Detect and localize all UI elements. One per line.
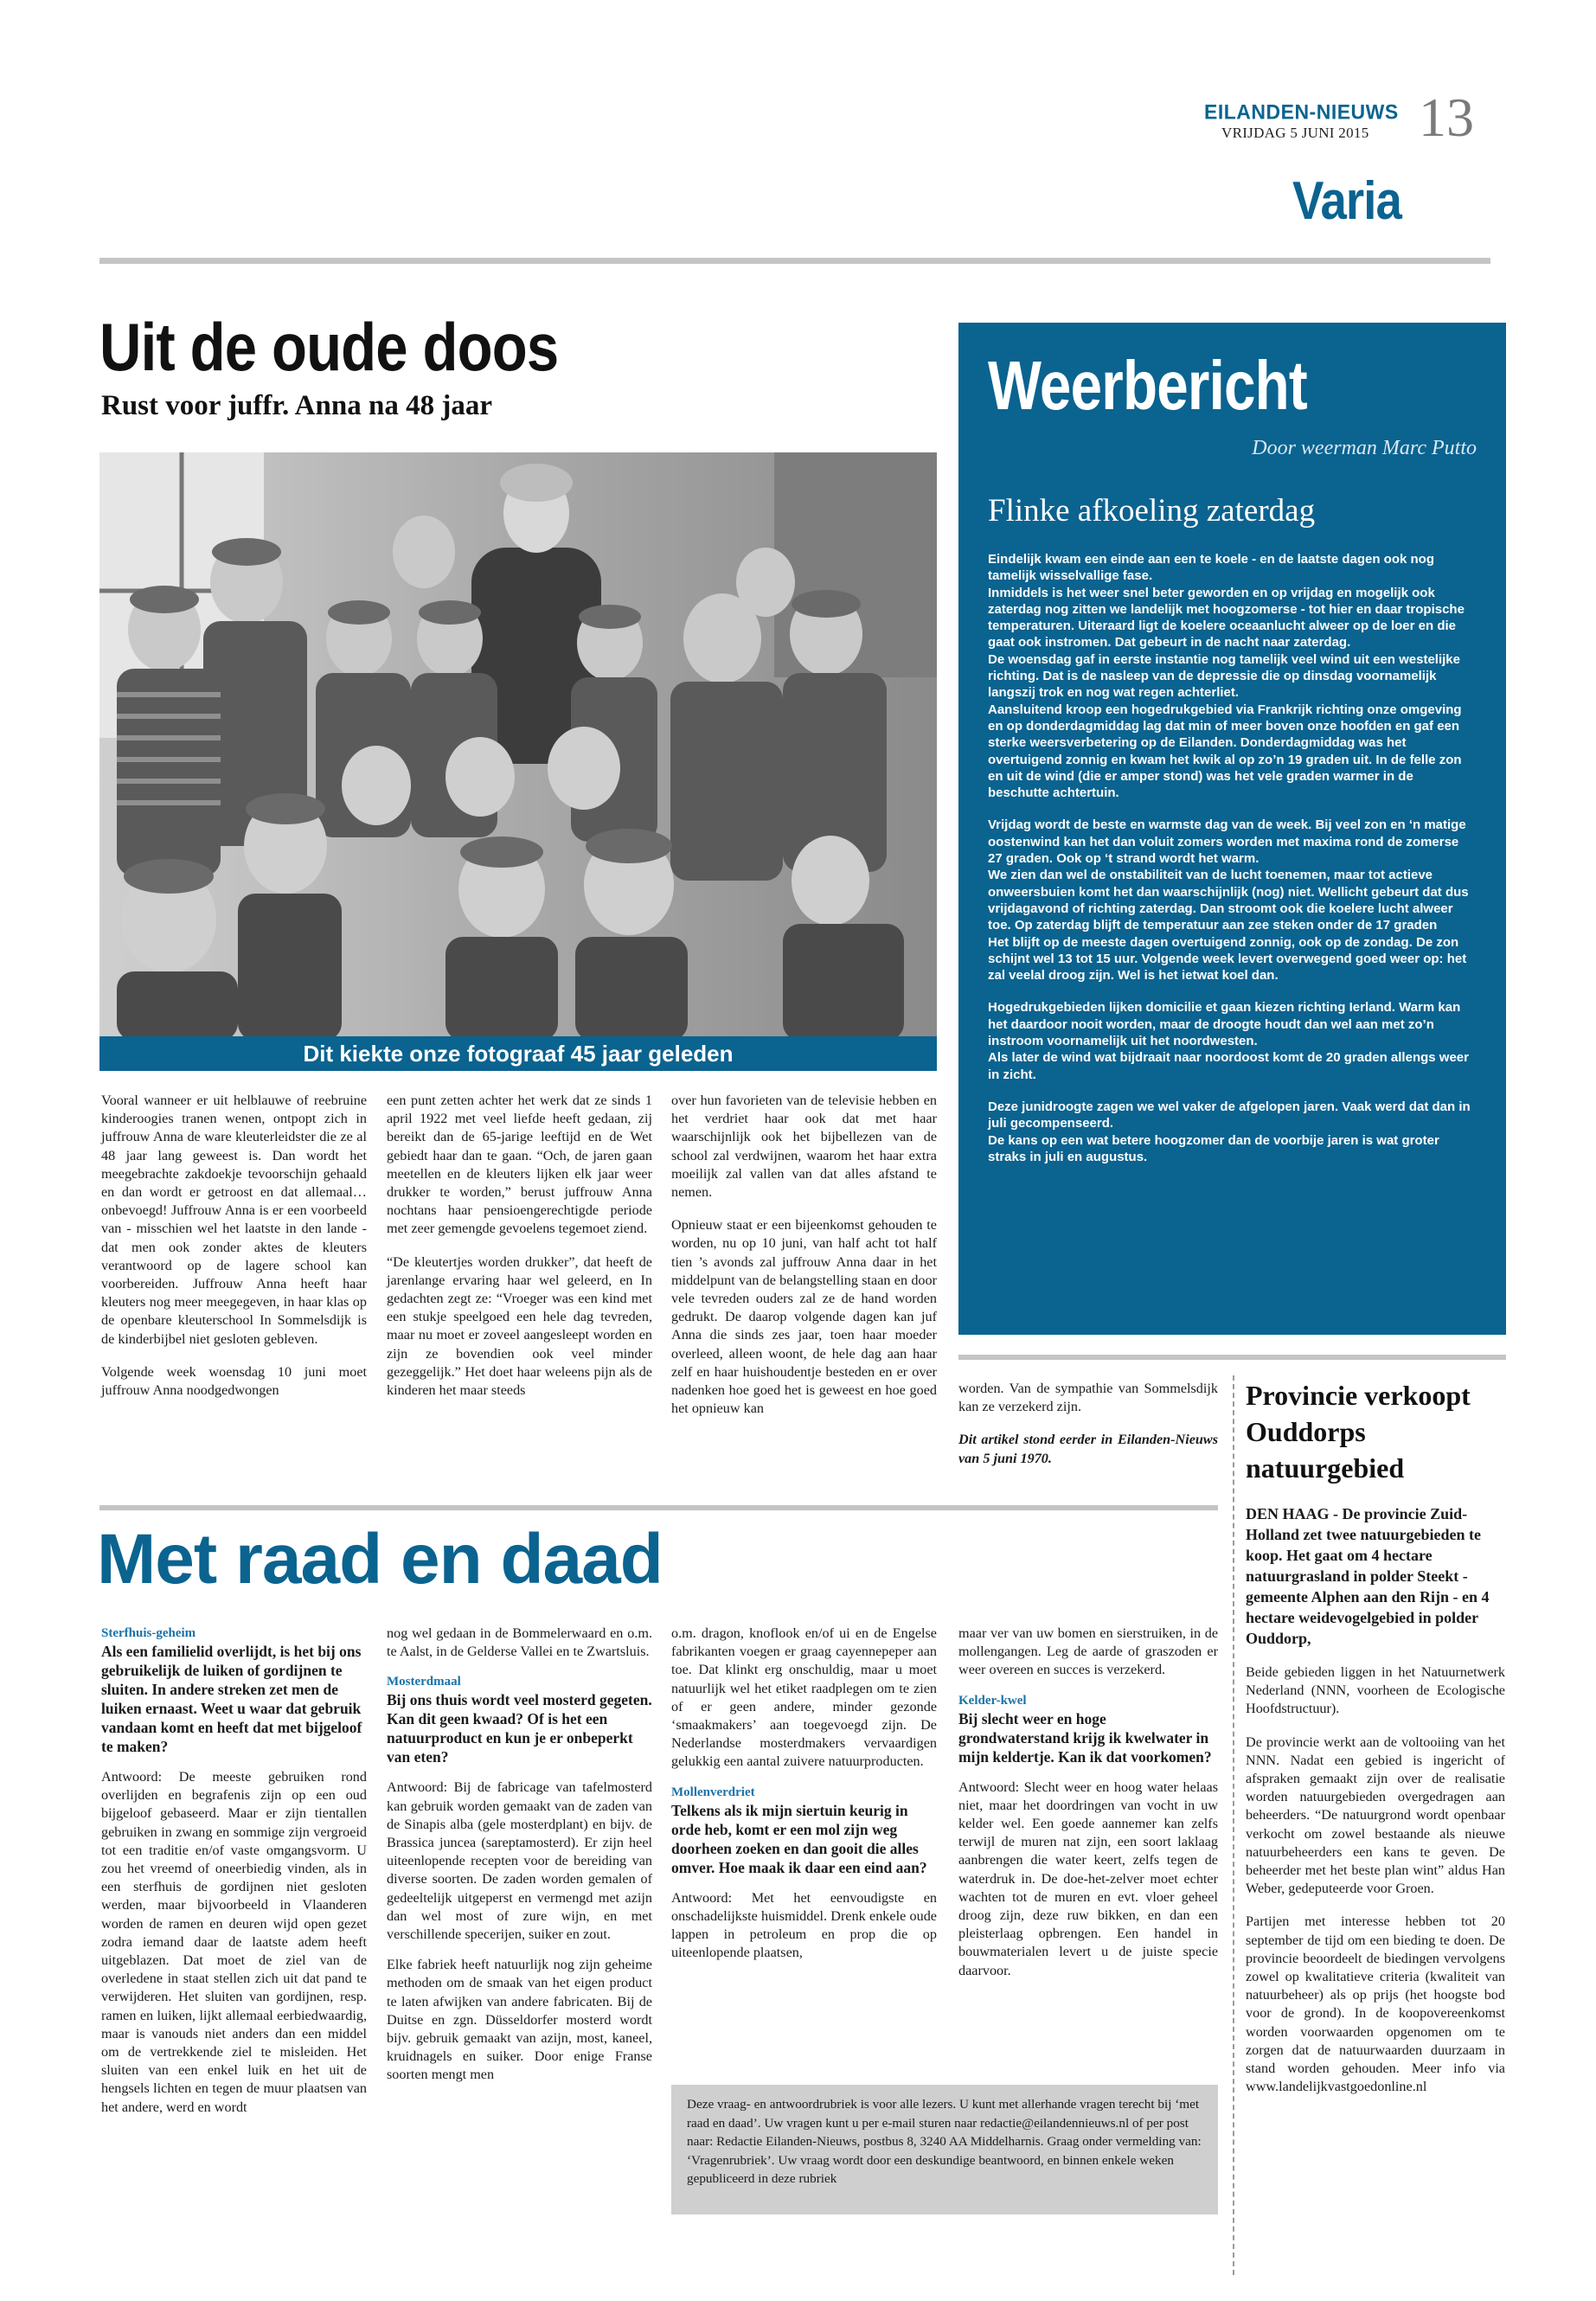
- qa-notice-box: Deze vraag- en antwoordrubriek is voor alle lezers. U kunt met allerhande vragen terecht bij ‘met raad en daad’. Uw vragen kunt u per e-mail sturen naar redactie@eilandennieuws.nl of per post naar: Redactie Eilanden-Nieuws, postbus 8, 3240 AA Middelharnis. Graag onder vermelding van: ‘Vragenrubriek’. Uw vraag wordt door een deskundige beantwoord, en binnen enkele weken gepubliceerd in deze rubriek: [671, 2085, 1218, 2214]
- photo-caption: Dit kiekte onze fotograaf 45 jaar geleden: [99, 1036, 937, 1071]
- qa-answer: Antwoord: De meeste gebruiken rond overlijden en begrafenis zijn op een oud bijgeloof gebaseerd. Maar er zijn tientallen gebruiken in zwang en sommige zijn vergroeid tot een traditie en/of vaste omgangsvorm. U zou het vreemd of oneerbiedig vinden, als in een sterfhuis de gordijnen niet gesloten werden, maar bijvoorbeeld in Vlaanderen worden de ramen en deuren wijd open gezet zodra iemand daar de laatste adem heeft uitgeblazen. Dat moet de ziel van de overledene in staat stellen zich uit dat pand te verwijderen. Het sluiten van gordijnen, resp. ramen en luiken, lijkt allemaal eerbiedwaardig, maar is vanouds niet anders dan een middel om de vertrekkende ziel te misleiden. Het sluiten van een enkel luik en het uit de hengsels lichten en tegen de muur plaatsen van het andere, werd en wordt: [101, 1769, 367, 2115]
- weather-paragraph: Vrijdag wordt de beste en warmste dag van de week. Bij veel zon en ‘n matige oostenwind kan het dan voluit zomers worden met maxima rond de zomerse 27 graden. Ook op ‘t strand wordt het warm. We zien dan wel de onstabiliteit van de lucht toenemen, maar tot actieve onweersbuien komt het dan waarschijnlijk (nog) niet. Wellicht gebeurt dat dus vrijdagavond of richting zaterdag. Dan stroomt ook die koelere lucht alweer toe. Op zaterdag blijft de temperatuur aan zee steken onder de 17 graden Het blijft op de meeste dagen overtuigend zonnig, ook op de zondag. De zon schijnt wel 13 tot 15 uur. Volgende week levert overwegend goed weer op: het zal veelal droog zijn. Wel is het ietwat koel dan.: [988, 817, 1469, 984]
- paragraph: een punt zetten achter het werk dat ze sinds 1 april 1922 met veel liefde heeft gedaan, zij bereikt dan de 65-jarige leeftijd en de Wet gebiedt haar dan te gaan. “Och, de jaren gaan meetellen en de kleuters lijken elk jaar weer drukker te worden,” berust juffrouw Anna nochtans haar pensioengerechtigde periode met zeer gemengde gevoelens tegemoet ziend.: [387, 1093, 652, 1237]
- paragraph: Partijen met interesse hebben tot 20 september de tijd om een bieding te doen. De provincie beoordeelt de biedingen vervolgens zowel op kwalitatieve criteria (kwaliteit van natuurbeheer) als op prijs (het hoogste bod voor de grond). In de koopovereenkomst worden voorwaarden opgenomen om te zorgen dat de natuurwaarden duurzaam in stand worden gehouden. Meer info via www.landelijkvastgoedonline.nl: [1246, 1913, 1505, 2095]
- qa-continuation: maar ver van uw bomen en sierstruiken, in de mollengangen. Leg de aarde of graszoden er weer overeen en succes is verzekerd.: [958, 1625, 1218, 1678]
- oude-doos-column-3: [671, 1092, 937, 1433]
- qa-answer: Antwoord: Met het eenvoudigste en onschadelijkste huismiddel. Drenk enkele oude lappen in petroleum en prop die op uiteenlopende plaatsen,: [671, 1889, 937, 1961]
- weather-headline: Flinke afkoeling zaterdag: [988, 493, 1316, 529]
- paragraph: De provincie werkt aan de voltooiing van het NNN. Nadat een gebied is ingericht of afspraken gemaakt zijn over de realisatie worden natuurgebieden overgedragen aan beheerders. “De natuurgrond wordt openbaar verkocht om zowel bestaande als nieuwe natuurbeheerders een kans te geven. De beheerder met het beste plan wint” aldus Han Weber, gedeputeerde voor Groen.: [1246, 1734, 1505, 1897]
- qa-continuation: o.m. dragon, knoflook en/of ui en de Engelse fabrikanten voegen er graag cayennepeper aan toe. Dat klinkt erg onschuldig, maar u moet natuurlijk wel het etiket raadplegen om te zien of er geen andere, minder gezonde ‘smaakmakers’ aan toegevoegd zijn. De Nederlandse mosterdmakers vervaardigen gelukkig een aantal zuivere natuurproducten.: [671, 1625, 937, 1770]
- oude-doos-column-1: [101, 1092, 367, 1414]
- rule-under-weather: [958, 1355, 1506, 1360]
- oude-doos-column-2: [387, 1092, 652, 1414]
- qa-topic: Mosterdmaal: [387, 1675, 461, 1689]
- article-lead: DEN HAAG - De provincie Zuid-Holland zet twee natuurgebieden te koop. Het gaat om 4 hectare natuurgrasland in polder Steekt - gemeente Alphen aan den Rijn - en 4 hectare weidevogelgebied in polder Ouddorp,: [1246, 1505, 1490, 1647]
- provincie-column: [1246, 1503, 1505, 2111]
- weather-paragraph: Deze junidroogte zagen we wel vaker de afgelopen jaren. Vaak werd dat dan in juli gecompenseerd. De kans op een wat betere hoogzomer dan de voorbije jaren is wat groter straks in juli en augustus.: [988, 1099, 1471, 1164]
- paragraph: “De kleutertjes worden drukker”, dat heeft de jarenlange ervaring haar wel geleerd, en In gedachten zegt ze: “Vroeger was een kind met een stukje speelgoed een hele dag tevreden, maar nu moet er zoveel aangesleept worden en zijn ze bovendien ook veel minder gezeggelijk.” Het doet haar weleens pijn als de kinderen het maar steeds: [387, 1253, 652, 1399]
- paragraph: Vooral wanneer er uit helblauwe of reebruine kinderoogies tranen wenen, ontpopt zich in juffrouw Anna de ware kleuterleidster die ze al 48 jaar lang geweest is. Dan wordt het meegebrachte zakdoekje tevoorschijn gehaald en dan wordt er getroost en dat allemaal… onbevoegd! Juffrouw Anna is er een voorbeeld van - misschien wel het laatste in den lande - dat men ook zonder aktes de kleuters verantwoord op de lagere school kan voorbereiden. Juffrouw Anna heeft haar kleuters nog meer meegegeven, in haar klas op de openbare kleuterschool In Sommelsdijk is de kinderbijbel niet gesloten gebleven.: [101, 1093, 367, 1347]
- qa-question: Bij ons thuis wordt veel mosterd gegeten. Kan dit geen kwaad? Of is het een natuurproduct en kun je er onbeperkt van eten?: [387, 1691, 652, 1766]
- qa-column-3: [671, 1625, 937, 1974]
- oude-doos-column-4: [958, 1380, 1218, 1483]
- class-photo: [99, 452, 937, 1036]
- page-number: 13: [1419, 87, 1474, 148]
- qa-question: Als een familielid overlijdt, is het bij ons gebruikelijk de luiken of gordijnen te sluiten. In andere streken zet men de luiken ernaast. Weet u waar dat gebruik vandaan komt en heeft dat met bijgeloof te maken?: [101, 1643, 362, 1755]
- masthead-rule: [99, 258, 1490, 264]
- article-title-provincie: Provincie verkoopt Ouddorps natuurgebied: [1246, 1380, 1471, 1484]
- masthead-paper-name: EILANDEN-NIEUWS: [1204, 99, 1399, 124]
- column-separator: [1233, 1375, 1234, 2275]
- class-photo-illustration: [99, 452, 937, 1036]
- weather-byline: Door weerman Marc Putto: [1252, 437, 1477, 459]
- qa-topic: Sterfhuis-geheim: [101, 1626, 196, 1640]
- qa-topic: Kelder-kwel: [958, 1693, 1027, 1708]
- rule-raad-en-daad: [99, 1505, 1218, 1510]
- qa-question: Bij slecht weer en hoge grondwaterstand krijg ik kwelwater in mijn keldertje. Kan ik dat voorkomen?: [958, 1709, 1212, 1766]
- paragraph: Beide gebieden liggen in het Natuurnetwerk Nederland (NNN, voorheen de Ecologische Hoofdstructuur).: [1246, 1664, 1505, 1717]
- paragraph: Volgende week woensdag 10 juni moet juffrouw Anna noodgedwongen: [101, 1363, 367, 1399]
- qa-column-2: [387, 1625, 652, 2097]
- masthead-date: VRIJDAG 5 JUNI 2015: [1221, 125, 1369, 141]
- weather-title: Weerbericht: [988, 347, 1307, 424]
- qa-answer: Antwoord: Slecht weer en hoog water helaas niet, maar het doordringen van vocht in uw kelder wel. Een goede aannemer kan zelfs terwijl de muren nat zijn, een soort laklaag aanbrengen die water keert, zelfs tegen de waterdruk in. De doe-het-zelver moet echter wachten tot de muren en evt. vloer geheel droog zijn, deze ruw bikken, en dan een pleisterlaag opbrengen. Een handel in bouwmaterialen levert u de juiste specie daarvoor.: [958, 1779, 1218, 1978]
- article-subtitle-oude-doos: Rust voor juffr. Anna na 48 jaar: [101, 390, 492, 421]
- qa-question: Telkens als ik mijn siertuin keurig in orde heb, komt er een mol zijn weg doorheen zoeken en dan gooit die alles omver. Hoe maak ik daar een eind aan?: [671, 1801, 927, 1876]
- paragraph: over hun favorieten van de televisie hebben en het verdriet haar ook dat met haar waarschijnlijk ook het bijbellezen van de school zal verdwijnen, waarom het haar extra moeilijk zal vallen van dat alles afstand te nemen.: [671, 1093, 937, 1201]
- qa-topic: Mollenverdriet: [671, 1785, 755, 1799]
- section-title-raad-en-daad: Met raad en daad: [97, 1520, 663, 1599]
- article-title-oude-doos: Uit de oude doos: [99, 309, 559, 385]
- weather-text: [988, 551, 1477, 1181]
- weather-paragraph: Eindelijk kwam een einde aan een te koele - en de laatste dagen ook nog tamelijk wisselvallige fase. Inmiddels is het weer snel beter geworden en op vrijdag en mogelijk ook zaterdag nog zitten we landelijk met hoogzomerse - tot hier en daar tropische temperaturen. Uiteraard ligt de koelere oceaanlucht alweer op de loer en die gaat ook instromen. Dat gebeurt in de nacht naar zaterdag. De woensdag gaf in eerste instantie nog tamelijk veel wind uit een westelijke richting. Dat is de nasleep van de depressie die op dinsdag voornamelijk langszij trok en nog wat regen achterliet. Aansluitend kroop een hogedrukgebied via Frankrijk richting onze omgeving en op donderdagmiddag lag dat min of meer boven onze hoofden en gaf een sterke weersverbetering op de Eilanden. Donderdagmiddag was het overtuigend zonnig en kwam het kwik al op zo’n 19 graden uit. In de felle zon en uit de wind (die er amper stond) was het vele graden warmer in de beschutte achtertuin.: [988, 552, 1465, 801]
- qa-answer: Antwoord: Bij de fabricage van tafelmosterd kan gebruik worden gemaakt van de zaden van de Sinapis alba (gele mosterdplant) en bijv. de Brassica juncea (sareptamosterd). Er zijn heel uiteenlopende recepten voor de bereiding van diverse soorten. De zaden worden gemalen of gedeeltelijk uitgeperst en vermengd met azijn dan wel most of zure wijn, en met verschillende specerijen, suiker en zout.: [387, 1779, 652, 1943]
- qa-column-1: [101, 1625, 367, 2129]
- paragraph: worden. Van de sympathie van Sommelsdijk kan ze verzekerd zijn.: [958, 1381, 1218, 1415]
- qa-answer: Elke fabriek heeft natuurlijk nog zijn geheime methoden om de smaak van het eigen product te laten afwijken van andere fabricaten. Bij de Duitse en zgn. Düsseldorfer mosterd wordt bijv. gebruik gemaakt van azijn, most, kaneel, kruidnagels en suiker. Door enige Franse soorten mengt men: [387, 1957, 652, 2083]
- qa-column-4: [958, 1625, 1218, 1992]
- weather-paragraph: Hogedrukgebieden lijken domicilie et gaan kiezen richting Ierland. Warm kan het daardoor nooit worden, maar de droogte houdt dan wel aan met zo’n instroom voornamelijk uit het noordwesten. Als later de wind wat bijdraait naar noordoost komt de 20 graden allengs weer in zicht.: [988, 1000, 1469, 1082]
- qa-continuation: nog wel gedaan in de Bommelerwaard en o.m. te Aalst, in de Gelderse Vallei en te Zwartsluis.: [387, 1625, 652, 1660]
- weather-box: [958, 323, 1506, 1335]
- section-title: Varia: [1292, 171, 1401, 231]
- paragraph: Opnieuw staat er een bijeenkomst gehouden te worden, nu op 10 juni, van half acht tot half tien ’s avonds zal juffrouw Anna daar in het middelpunt van de belangstelling staan en door vele tevreden ouders zal ze de hand worden gedrukt. De daarop volgende dagen kan juf Anna die sinds zes jaar, toen haar moeder overleed, alleen woont, de hele dag aan haar zelf en haar huishoudentje besteden en er over nadenken hoe goed het is geweest en hoe goed het opnieuw kan: [671, 1217, 937, 1417]
- article-note: Dit artikel stond eerder in Eilanden-Nieuws van 5 juni 1970.: [958, 1432, 1218, 1466]
